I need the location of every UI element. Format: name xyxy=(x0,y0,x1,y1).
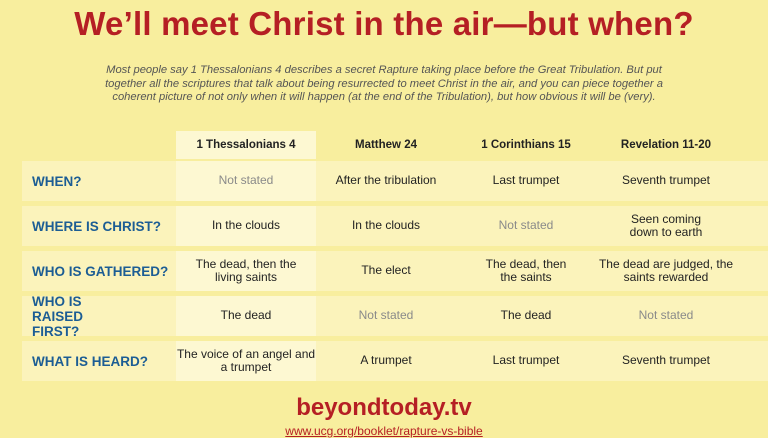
table-row xyxy=(22,251,768,291)
table-row xyxy=(22,293,768,339)
table-cell: The dead xyxy=(176,296,316,336)
table-cell: Not stated xyxy=(176,161,316,201)
table-cell: Last trumpet xyxy=(492,173,560,188)
table-cell: The dead are judged, the saints rewarded xyxy=(598,256,734,284)
column-header: Matthew 24 xyxy=(355,139,417,151)
table-cell: Seen coming down to earth xyxy=(629,211,703,239)
column-header: 1 Thessalonians 4 xyxy=(176,131,316,159)
row-label: WHEN? xyxy=(32,173,82,189)
page-title: We’ll meet Christ in the air—but when? xyxy=(74,5,694,42)
table-cell: Last trumpet xyxy=(492,353,560,368)
row-label: WHO IS GATHERED? xyxy=(32,263,169,279)
table-cell: The dead, then the saints xyxy=(485,256,567,284)
table-cell: The dead xyxy=(500,308,552,323)
row-label: WHO IS RAISED FIRST? xyxy=(32,293,84,339)
column-header: Revelation 11-20 xyxy=(620,139,712,151)
table-cell: In the clouds xyxy=(351,218,421,233)
booklet-url: www.ucg.org/booklet/rapture-vs-bible xyxy=(285,424,483,438)
table-row xyxy=(22,341,768,381)
row-label: WHAT IS HEARD? xyxy=(32,353,148,369)
table-cell: The voice of an angel and a trumpet xyxy=(176,341,316,381)
column-header: 1 Corinthians 15 xyxy=(481,139,571,151)
table-row xyxy=(22,206,768,246)
table-cell: In the clouds xyxy=(176,206,316,246)
table-row xyxy=(22,161,768,201)
table-cell: After the tribulation xyxy=(335,173,437,188)
table-cell: Not stated xyxy=(358,308,414,323)
table-cell: The dead, then the living saints xyxy=(176,251,316,291)
intro-text: Most people say 1 Thessalonians 4 describes a secret Rapture taking place before the Great Tribulation. But put together all the scriptures that talk about being resurrected to meet Christ in the air, and you can piece together a coherent picture of not only when it will happen (at the end of the Tribulation), but how obvious it will be (very). xyxy=(105,64,663,103)
site-name: beyondtoday.tv xyxy=(296,394,472,421)
table-cell: The elect xyxy=(361,263,411,278)
table-cell: Seventh trumpet xyxy=(621,173,711,188)
table-cell: A trumpet xyxy=(360,353,412,368)
table-cell: Not stated xyxy=(638,308,694,323)
table-cell: Not stated xyxy=(498,218,554,233)
row-label: WHERE IS CHRIST? xyxy=(32,218,162,234)
table-cell: Seventh trumpet xyxy=(621,353,711,368)
